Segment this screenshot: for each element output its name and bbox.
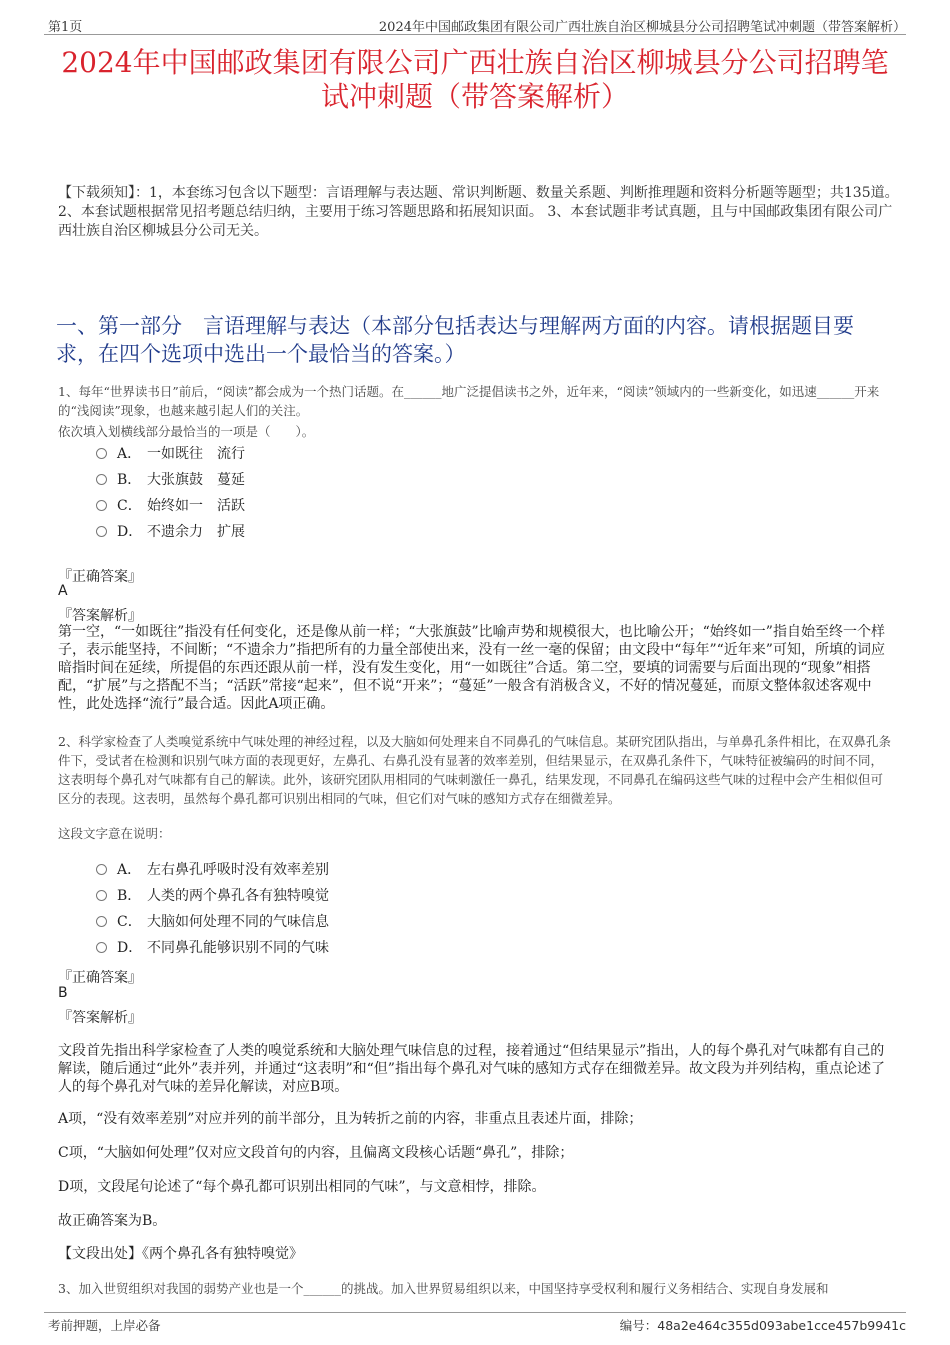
q1-option-a[interactable]	[96, 444, 245, 464]
q2-answer: B	[58, 985, 68, 1001]
radio-icon[interactable]	[96, 864, 107, 875]
option-text: 一如既往 流行	[147, 446, 245, 462]
radio-icon[interactable]	[96, 526, 107, 537]
question-1-instruction: 依次填入划横线部分最恰当的一项是（ ）。	[58, 424, 315, 439]
q2-conclusion: 故正确答案为B。	[58, 1213, 167, 1229]
q2-answer-label: 『正确答案』	[58, 970, 142, 986]
q2-source: 【文段出处】《两个鼻孔各有独特嗅觉》	[58, 1246, 303, 1262]
q2-analysis-d: D项，文段尾句论述了“每个鼻孔都可识别出相同的气味”，与文意相悖，排除。	[58, 1179, 546, 1195]
q2-option-d[interactable]	[96, 938, 329, 958]
q1-answer: A	[58, 583, 68, 599]
footer-divider	[44, 1312, 906, 1313]
page-title: 2024年中国邮政集团有限公司广西壮族自治区柳城县分公司招聘笔试冲刺题（带答案解析）	[61, 46, 889, 113]
q1-analysis: 第一空，“一如既往”指没有任何变化，还是像从前一样；“大张旗鼓”比喻声势和规模很大，也比喻公开；“始终如一”指自始至终一个样子，表示能坚持，不间断；“不遗余力”指把所有的力量全部使出来，没有一丝一毫的保留；由文段中“每年”“近年来”可知，所填的词应暗指时间在延续，所提倡的东西还跟从前一样，没有发生变化，用“一如既往”合适。第二空，要填的词需要与后面出现的“现象”相搭配，“扩展”与之搭配不当；“活跃”常接“起来”，但不说“开来”；“蔓延”一般含有消极含义，不好的情况蔓延，而原文整体叙述客观中性，此处选择“流行”最合适。因此A项正确。	[58, 624, 885, 712]
question-2-stem: 2、科学家检查了人类嗅觉系统中气味处理的神经过程，以及大脑如何处理来自不同鼻孔的气味信息。某研究团队指出，与单鼻孔条件相比，在双鼻孔条件下，受试者在检测和识别气味方面的表现更好，左鼻孔、右鼻孔没有显著的效率差别，但结果显示，在双鼻孔条件下，气味特征被编码的时间不同，这表明每个鼻孔对气味都有自己的解读。此外，该研究团队用相同的气味刺激任一鼻孔，结果发现，不同鼻孔在编码这些气味的过程中会产生相似但可区分的表现。这表明，虽然每个鼻孔都可识别出相同的气味，但它们对气味的感知方式存在细微差异。	[58, 734, 891, 806]
q2-analysis-c: C项，“大脑如何处理”仅对应文段首句的内容，且偏离文段核心话题“鼻孔”，排除；	[58, 1145, 574, 1161]
option-text: 大张旗鼓 蔓延	[147, 472, 245, 488]
option-text: 左右鼻孔呼吸时没有效率差别	[147, 862, 329, 878]
option-text: 始终如一 活跃	[147, 498, 245, 514]
q2-option-c[interactable]	[96, 912, 329, 932]
code-value: 48a2e464c355d093abe1cce457b9941c	[657, 1318, 906, 1333]
q2-analysis-label: 『答案解析』	[58, 1010, 142, 1026]
page-number: 第1页	[48, 20, 83, 35]
option-key: D．	[117, 524, 143, 540]
question-1-stem: 1、每年“世界读书日”前后，“阅读”都会成为一个热门话题。在______地广泛提倡读书之外，近年来，“阅读”领域内的一些新变化，如迅速______开来的“浅阅读”现象，也越来越引起人们的关注。	[58, 384, 880, 418]
q1-option-b[interactable]	[96, 470, 245, 490]
q2-analysis: 文段首先指出科学家检查了人类的嗅觉系统和大脑处理气味信息的过程，接着通过“但结果显示”指出，人的每个鼻孔对气味都有自己的解读，随后通过“此外”表并列，并通过“这表明”和“但”指出每个鼻孔对气味的感知方式存在细微差异。故文段为并列结构，重点论述了人的每个鼻孔对气味的差异化解读，对应B项。	[58, 1043, 885, 1095]
q1-answer-label: 『正确答案』	[58, 569, 142, 585]
radio-icon[interactable]	[96, 942, 107, 953]
option-key: A．	[117, 862, 142, 878]
radio-icon[interactable]	[96, 890, 107, 901]
option-text: 不同鼻孔能够识别不同的气味	[147, 940, 329, 956]
option-key: A．	[117, 446, 142, 462]
option-text: 大脑如何处理不同的气味信息	[147, 914, 329, 930]
option-text: 人类的两个鼻孔各有独特嗅觉	[147, 888, 329, 904]
q2-option-a[interactable]	[96, 860, 329, 880]
question-2-instruction: 这段文字意在说明：	[58, 826, 171, 841]
radio-icon[interactable]	[96, 474, 107, 485]
option-key: C．	[117, 914, 142, 930]
q2-option-b[interactable]	[96, 886, 329, 906]
q1-option-c[interactable]	[96, 496, 245, 516]
q1-option-d[interactable]	[96, 522, 245, 542]
question-3-stem: 3、加入世贸组织对我国的弱势产业也是一个______的挑战。加入世界贸易组织以来，中国坚持享受权利和履行义务相结合、实现自身发展和	[58, 1281, 829, 1296]
q1-analysis-label: 『答案解析』	[58, 608, 142, 624]
header-divider	[44, 34, 906, 35]
download-notice: 【下载须知】：1，本套练习包含以下题型：言语理解与表达题、常识判断题、数量关系题、判断推理题和资料分析题等题型；共135道。 2、本套试题根据常见招考题总结归纳，主要用于练习答题思路和拓展知识面。 3、本套试题非考试真题，且与中国邮政集团有限公司广西壮族自治区柳城县分公司无关。	[58, 185, 899, 239]
code-label: 编号：	[619, 1318, 658, 1333]
option-key: C．	[117, 498, 142, 514]
footer-code	[620, 1316, 906, 1334]
section-heading: 一、第一部分 言语理解与表达（本部分包括表达与理解两方面的内容。请根据题目要求，在四个选项中选出一个最恰当的答案。）	[56, 314, 854, 366]
option-key: B．	[117, 888, 142, 904]
header-doc-title: 2024年中国邮政集团有限公司广西壮族自治区柳城县分公司招聘笔试冲刺题（带答案解析）	[378, 20, 906, 35]
option-text: 不遗余力 扩展	[147, 524, 245, 540]
footer-slogan: 考前押题，上岸必备	[48, 1318, 161, 1333]
option-key: D．	[117, 940, 143, 956]
q2-analysis-a: A项，“没有效率差别”对应并列的前半部分，且为转折之前的内容，非重点且表述片面，排除；	[58, 1111, 643, 1127]
option-key: B．	[117, 472, 142, 488]
radio-icon[interactable]	[96, 448, 107, 459]
radio-icon[interactable]	[96, 916, 107, 927]
radio-icon[interactable]	[96, 500, 107, 511]
